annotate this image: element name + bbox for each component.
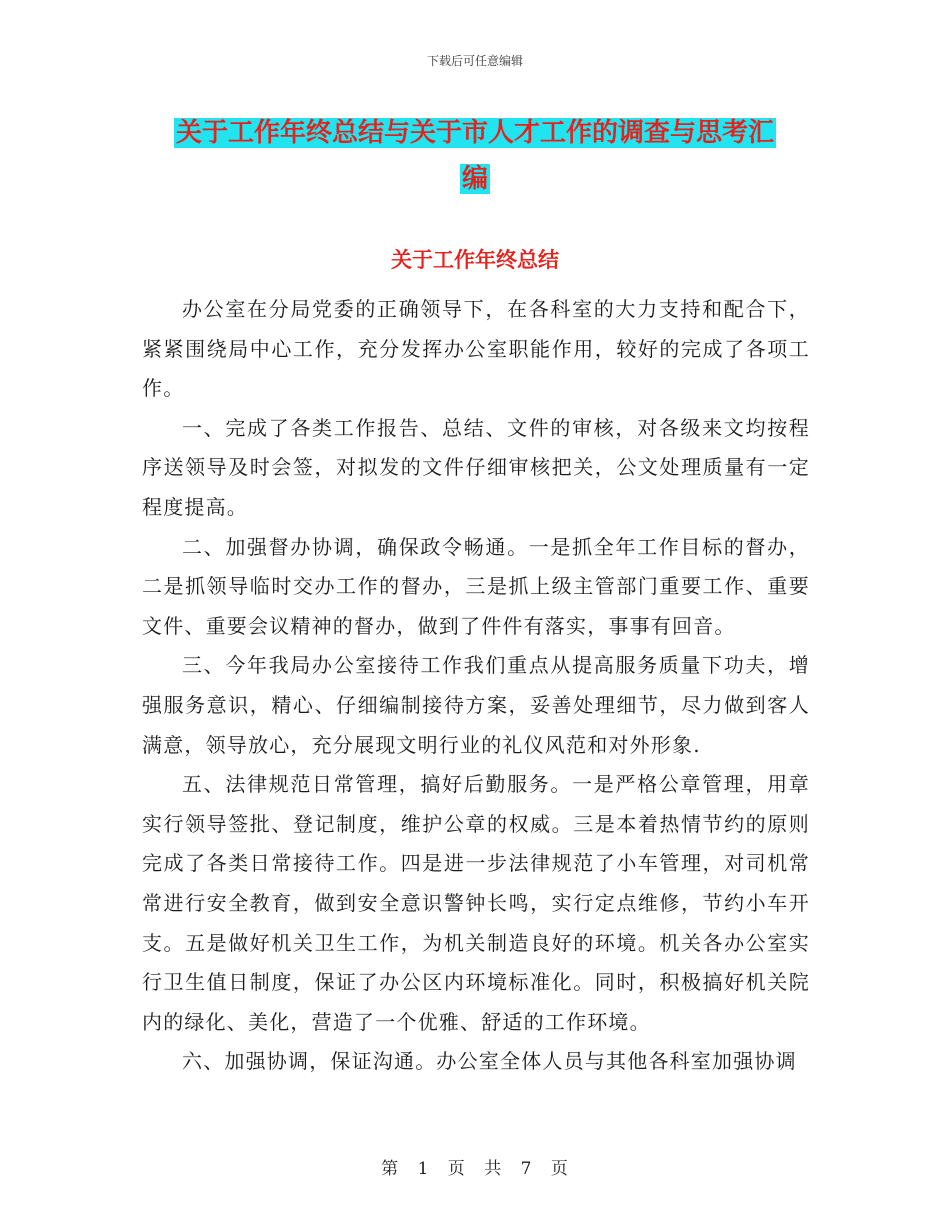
document-body [142,290,810,1082]
page-footer [0,1154,950,1179]
title-line-2: 编 [461,164,488,194]
document-title [140,110,810,202]
section-title: 关于工作年终总结 [391,248,559,272]
paragraph: 办公室在分局党委的正确领导下，在各科室的大力支持和配合下，紧紧围绕局中心工作，充分发挥办公室职能作用，较好的完成了各项工作。 [142,297,810,401]
paragraph: 二、加强督办协调，确保政令畅通。一是抓全年工作目标的督办，二是抓领导临时交办工作的督办，三是抓上级主管部门重要工作、重要文件、重要会议精神的督办，做到了件件有落实，事事有回音。 [142,534,810,638]
footer-label-ye-2: 页 [550,1159,569,1179]
paragraph: 六、加强协调，保证沟通。办公室全体人员与其他各科室加强协调 [182,1049,797,1074]
paragraph: 三、今年我局办公室接待工作我们重点从提高服务质量下功夫，增强服务意识，精心、仔细编制接待方案，妥善处理细节，尽力做到客人满意，领导放心，充分展现文明行业的礼仪风范和对外形象. [142,653,810,757]
footer-current-page: 1 [417,1159,430,1179]
paragraph: 一、完成了各类工作报告、总结、文件的审核，对各级来文均按程序送领导及时会签，对拟发的文件仔细审核把关，公文处理质量有一定程度提高。 [142,415,810,519]
paragraph: 五、法律规范日常管理，搞好后勤服务。一是严格公章管理，用章实行领导签批、登记制度，维护公章的权威。三是本着热情节约的原则完成了各类日常接待工作。四是进一步法律规范了小车管理，对司机常常进行安全教育，做到安全意识警钟长鸣，实行定点维修，节约小车开支。五是做好机关卫生工作，为机关制造良好的环境。机关各办公室实行卫生值日制度，保证了办公区内环境标准化。同时，积极搞好机关院内的绿化、美化，营造了一个优雅、舒适的工作环境。 [142,772,810,1034]
footer-total-pages: 7 [520,1159,533,1179]
footer-label-ye: 页 [447,1159,466,1179]
header-note: 下载后可任意编辑 [426,54,523,68]
footer-label-di: 第 [381,1159,400,1179]
footer-label-gong: 共 [484,1159,503,1179]
title-line-1: 关于工作年终总结与关于市人才工作的调查与思考汇 [175,118,774,148]
